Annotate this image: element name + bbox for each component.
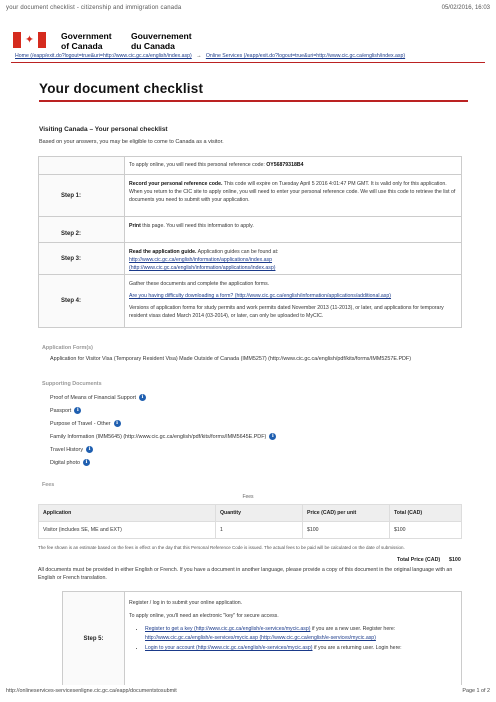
register-key-link[interactable]: Register to get a key (http://www.cic.gc.ca/english/e-services/mycic.asp) [145,626,311,632]
print-footer-page: Page 1 of 2 [462,688,490,694]
breadcrumb [15,53,405,59]
header-divider [11,62,485,63]
register-here-link[interactable]: http://www.cic.gc.ca/english/e-services/mycic.asp (http://www.cic.gc.ca/english/e-services/mycic.asp) [145,635,376,641]
supporting-doc-item [50,433,276,440]
breadcrumb-online-services-link[interactable]: Online Services (/eapp/exit.do?logout=true&uri=http://www.cic.gc.ca/english/index.asp) [205,53,406,59]
form-imm5645-link[interactable]: Family Information (IMM5645) (http://www.cic.gc.ca/english/pdf/kits/forms/IMM5645E.PDF) [50,433,267,440]
total-price-label: Total Price (CAD) [397,557,441,563]
step-5-row [62,591,462,685]
breadcrumb-arrow-icon: → [196,53,202,59]
fees-col-total: Total (CAD) [390,505,462,522]
government-of-canada-wordmark[interactable] [61,31,112,51]
gouvernement-du-canada-wordmark[interactable] [131,31,192,51]
login-account-link[interactable]: Login to your account (http://www.cic.gc.ca/english/e-services/mycic.asp) [145,645,313,651]
section-intro: Based on your answers, you may be eligible to come to Canada as a visitor. [39,139,224,145]
list-item: • Register to get a key (http://www.cic.gc.ca/english/e-services/mycic.asp) if you are a new user. Register here: http://www.cic.gc.ca/english/e-services/mycic.asp (http://www.cic.gc.ca/english/e-services/mycic.asp) [145,625,457,643]
list-item: • Login to your account (http://www.cic.gc.ca/english/e-services/mycic.asp) if you are a returning user. Login here: [145,644,457,653]
fees-table-caption: Fees [242,494,254,500]
supporting-doc-item: Passport i [50,407,81,414]
print-header-datetime: 05/02/2016, 16:03 [441,5,490,11]
download-help-link[interactable]: Are you having difficulty downloading a form? (http://www.cic.gc.ca/english/information/applications/additional.asp) [129,293,392,299]
table-row: Visitor (includes SE, ME and EXT) 1 $100 $100 [39,522,462,539]
fees-heading: Fees [42,482,55,488]
print-footer-url: http://onlineservices-servicesenligne.cic.gc.ca/eapp/documentstosubmit [6,688,177,694]
fees-col-quantity: Quantity [216,505,303,522]
step-3-content: Read the application guide. Application guides can be found at: http://www.cic.gc.ca/english/information/applications/index.asp (http://www.cic.gc.ca/english/information/applications/index.asp) [124,243,461,274]
step-5-content: Register / log in to submit your online application. To apply online, you'll need an electronic "key" for secure access. • Register to get a key (http://www.cic.gc.ca/english/e-services/mycic.asp) if you are a new user. Register here: http://www.cic.gc.ca/english/e-services/mycic.asp (http://www.cic.gc.ca/english/e-services/mycic.asp) • Login to your account (http://www.cic.gc.ca/english/e-services/mycic.asp) if you are a returning user. Login here: [124,592,461,685]
info-icon[interactable]: i [86,446,93,453]
step-1-content: Record your personal reference code. This code will expire on Tuesday April 5 2016 4:01:47 PM GMT. It is valid only for this application. When you return to the CIC site to apply online, you will need to enter your personal reference code. We will use this code to retrieve the list of documents you need to submit with your application. [124,175,461,216]
step-1-label: Step 1: [39,175,124,216]
application-guides-link[interactable]: http://www.cic.gc.ca/english/information/applications/index.asp [129,257,273,263]
application-forms-heading: Application Form(s) [42,345,93,351]
gov-fr-line1: Gouvernement [131,31,192,41]
title-underline [39,100,468,102]
gov-fr-line2: du Canada [131,41,175,51]
info-icon[interactable]: i [83,459,90,466]
fees-col-price: Price (CAD) per unit [303,505,390,522]
fees-table [38,504,462,539]
fees-col-application: Application [39,505,216,522]
supporting-doc-item: Travel History i [50,446,93,453]
step-2-content: Print this page. You will need this information to apply. [124,217,461,242]
supporting-doc-item: Digital photo i [50,459,90,466]
info-icon[interactable]: i [114,420,121,427]
reference-code-row: To apply online, you will need this personal reference code: OY56879318B4 [124,157,461,174]
breadcrumb-home-link[interactable]: Home (/eapp/exit.do?logout=true&uri=http://www.cic.gc.ca/english/index.asp) [15,53,192,59]
language-requirement-note: All documents must be provided in either English or French. If you have a document in another language, please provide a copy of this document in the original language with an English or French translation. [38,567,453,581]
info-icon[interactable]: i [139,394,146,401]
gov-en-line2: of Canada [61,41,103,51]
info-icon[interactable]: i [74,407,81,414]
supporting-doc-item: Purpose of Travel - Other i [50,420,121,427]
canada-flag-icon: ✦ [13,32,46,48]
step-4-content: Gather these documents and complete the application forms. Are you having difficulty downloading a form? (http://www.cic.gc.ca/english/information/applications/additional.asp) Versions of application forms for study permits and work permits dated November 2013 (11-2013), or later, and applications for temporary resident visas dated March 2014 (03-2014), or later, can only be uploaded to MyCIC. [124,275,461,327]
reference-code-value: OY56879318B4 [266,162,304,168]
form-imm5257-link[interactable]: Application for Visitor Visa (Temporary Resident Visa) Made Outside of Canada (IMM5257) (http://www.cic.gc.ca/english/pdf/kits/forms/IMM5257E.PDF) [50,356,412,362]
total-price-value: $100 [449,557,461,563]
step-3-label: Step 3: [39,243,124,274]
step-4-label: Step 4: [39,275,124,327]
fees-note: The fee shown is an estimate based on the fees in effect on the day that this Personal Reference Code is issued. The actual fees to be paid will be calculated on the date of submission. [38,545,405,550]
application-guides-link-url[interactable]: (http://www.cic.gc.ca/english/information/applications/index.asp) [129,265,276,271]
steps-table [38,156,462,328]
step-5-label: Step 5: [63,592,124,685]
step-2-label: Step 2: [39,217,124,242]
print-header-title: your document checklist - citizenship and immigration canada [6,5,182,11]
supporting-documents-heading: Supporting Documents [42,381,102,387]
supporting-doc-item: Proof of Means of Financial Support i [50,394,146,401]
info-icon[interactable]: i [269,433,276,440]
gov-en-line1: Government [61,31,112,41]
page-title: Your document checklist [39,81,204,96]
section-title: Visiting Canada – Your personal checklist [39,126,168,133]
